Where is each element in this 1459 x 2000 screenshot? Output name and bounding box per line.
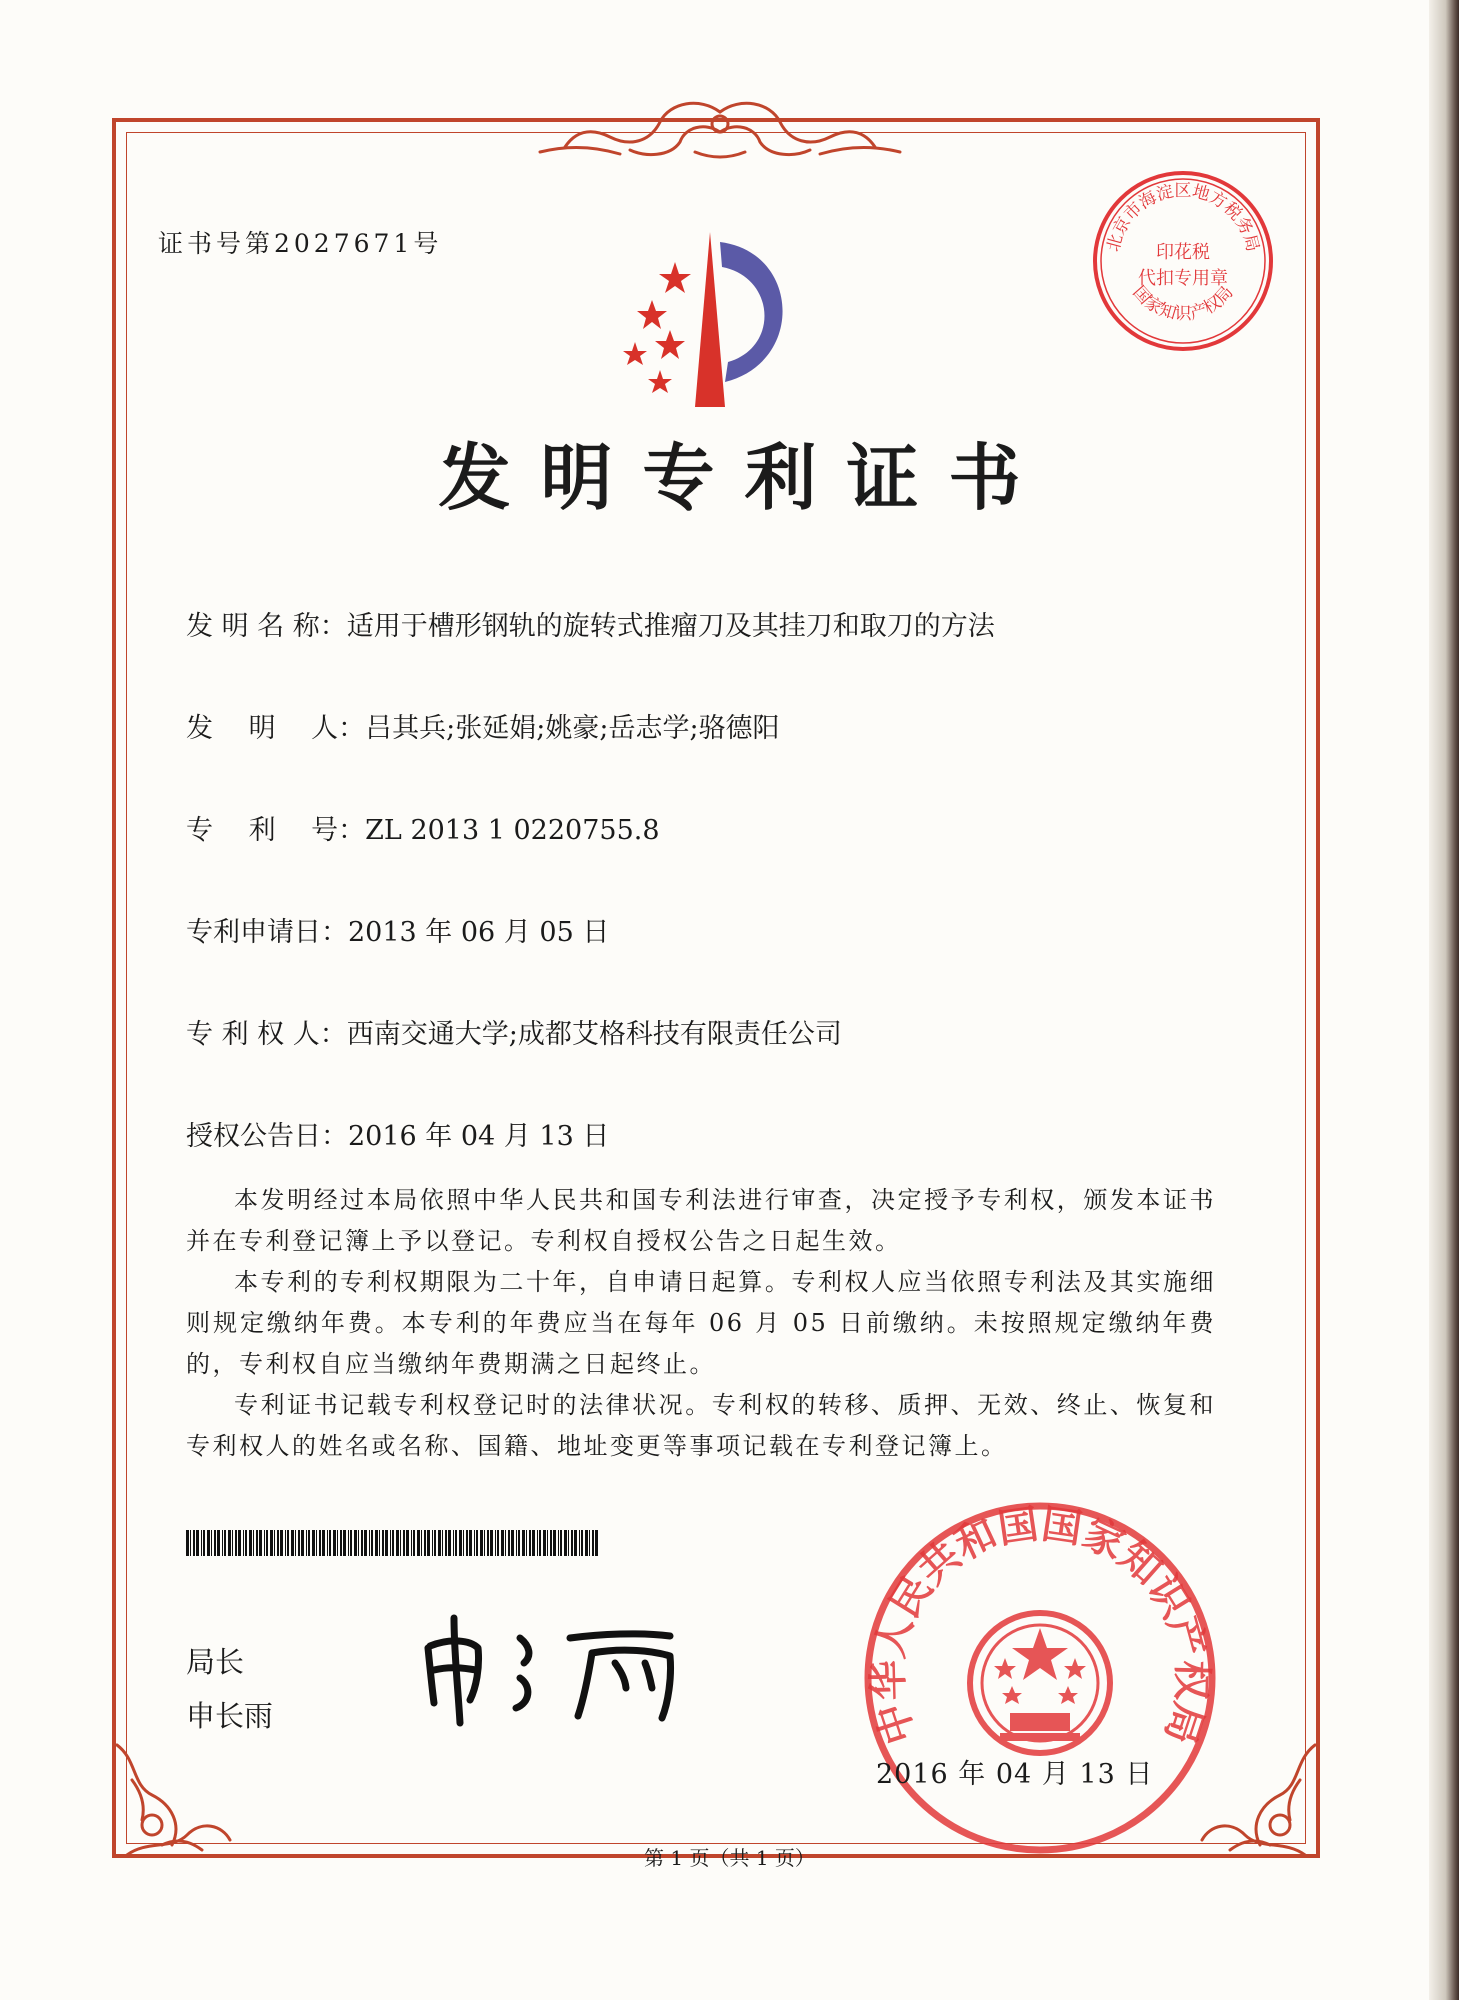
barcode-bar: [490, 1530, 493, 1556]
barcode-bar: [455, 1530, 457, 1556]
barcode-bar: [518, 1530, 520, 1556]
barcode-bar: [564, 1530, 567, 1556]
barcode-bar: [329, 1530, 331, 1556]
barcode-bar: [238, 1530, 241, 1556]
top-ornament: [520, 92, 920, 172]
barcode-bar: [466, 1530, 468, 1556]
barcode-bar: [196, 1530, 199, 1556]
barcode-bar: [274, 1530, 275, 1556]
field-label: 专利申请日：: [186, 917, 348, 948]
patent-office-logo-icon: [600, 222, 820, 412]
barcode-bar: [371, 1530, 373, 1556]
tax-stamp-line2: 代扣专用章: [1138, 268, 1228, 289]
barcode-bar: [438, 1530, 441, 1556]
barcode-bar: [224, 1530, 226, 1556]
barcode-bar: [560, 1530, 562, 1556]
barcode-bar: [400, 1530, 401, 1556]
barcode-bar: [306, 1530, 307, 1556]
barcode-bar: [253, 1530, 254, 1556]
barcode-bar: [574, 1530, 577, 1556]
barcode-bar: [469, 1530, 472, 1556]
field-patent-number: [186, 808, 660, 847]
barcode-bar: [448, 1530, 451, 1556]
barcode-bar: [343, 1530, 346, 1556]
barcode-bar: [516, 1530, 517, 1556]
barcode-bar: [495, 1530, 496, 1556]
barcode-bar: [413, 1530, 415, 1556]
barcode-bar: [585, 1530, 588, 1556]
barcode-bar: [581, 1530, 583, 1556]
director-title: 局长: [186, 1645, 245, 1679]
barcode-bar: [511, 1530, 514, 1556]
barcode-bar: [406, 1530, 409, 1556]
barcode-bar: [364, 1530, 367, 1556]
barcode-bar: [417, 1530, 420, 1556]
barcode-bar: [442, 1530, 443, 1556]
body-paragraph: 本专利的专利权期限为二十年，自申请日起算。专利权人应当依照专利法及其实施细则规定缴纳年费。本专利的年费应当在每年 06 月 05 日前缴纳。未按照规定缴纳年费的，专利权自应当缴纳年费期满之日起终止。: [186, 1268, 1216, 1378]
barcode-bar: [312, 1530, 315, 1556]
field-patentee: [186, 1012, 842, 1051]
barcode-bar: [308, 1530, 310, 1556]
barcode-bar: [211, 1530, 212, 1556]
barcode-bar: [295, 1530, 296, 1556]
certificate-number: 证书号第2027671号: [158, 229, 443, 258]
field-label: 授权公告日：: [186, 1121, 348, 1152]
barcode-bar: [432, 1530, 433, 1556]
barcode-bar: [532, 1530, 535, 1556]
barcode-bar: [256, 1530, 258, 1556]
barcode: [186, 1530, 601, 1556]
national-emblem-icon: [970, 1613, 1110, 1753]
barcode-bar: [547, 1530, 548, 1556]
barcode-bar: [595, 1530, 598, 1556]
tax-stamp: [1088, 166, 1278, 356]
barcode-bar: [358, 1530, 359, 1556]
barcode-bar: [285, 1530, 286, 1556]
barcode-bar: [463, 1530, 464, 1556]
field-invention-name: [186, 604, 995, 643]
barcode-bar: [550, 1530, 552, 1556]
barcode-bar: [434, 1530, 436, 1556]
field-value: ZL 2013 1 0220755.8: [365, 815, 660, 846]
barcode-bar: [579, 1530, 580, 1556]
barcode-bar: [474, 1530, 475, 1556]
barcode-bar: [487, 1530, 489, 1556]
barcode-bar: [497, 1530, 499, 1556]
page-title: 发明专利证书: [438, 436, 1051, 520]
field-label: 发 明 人：: [186, 713, 366, 744]
certificate-body: [186, 1180, 1216, 1467]
page-number: 第 1 页（共 1 页）: [644, 1846, 815, 1870]
barcode-bar: [369, 1530, 370, 1556]
barcode-bar: [264, 1530, 265, 1556]
barcode-bar: [424, 1530, 426, 1556]
barcode-bar: [245, 1530, 247, 1556]
barcode-bar: [322, 1530, 325, 1556]
barcode-bar: [287, 1530, 289, 1556]
barcode-bar: [333, 1530, 336, 1556]
barcode-bar: [327, 1530, 328, 1556]
barcode-bar: [396, 1530, 399, 1556]
barcode-bar: [526, 1530, 527, 1556]
field-value: 吕其兵;张延娟;姚豪;岳志学;骆德阳: [365, 713, 780, 744]
barcode-bar: [298, 1530, 300, 1556]
barcode-bar: [301, 1530, 304, 1556]
barcode-bar: [354, 1530, 357, 1556]
barcode-bar: [375, 1530, 378, 1556]
barcode-bar: [203, 1530, 205, 1556]
barcode-bar: [348, 1530, 349, 1556]
barcode-bar: [539, 1530, 541, 1556]
barcode-bar: [201, 1530, 202, 1556]
tax-stamp-bottom-text: 国家知识产权局: [1128, 282, 1238, 325]
barcode-bar: [522, 1530, 525, 1556]
issue-date: 2016 年 04 月 13 日: [876, 1759, 1154, 1790]
barcode-bar: [337, 1530, 338, 1556]
barcode-bar: [207, 1530, 210, 1556]
barcode-bar: [382, 1530, 384, 1556]
barcode-bar: [480, 1530, 483, 1556]
barcode-bar: [243, 1530, 244, 1556]
barcode-bar: [277, 1530, 279, 1556]
official-seal: [860, 1498, 1220, 1858]
barcode-bar: [543, 1530, 546, 1556]
barcode-bar: [316, 1530, 317, 1556]
body-paragraph: 专利证书记载专利权登记时的法律状况。专利权的转移、质押、无效、终止、恢复和专利权人的姓名或名称、国籍、地址变更等事项记载在专利登记簿上。: [186, 1391, 1216, 1460]
field-value: 2013 年 06 月 05 日: [348, 917, 610, 948]
barcode-bar: [403, 1530, 405, 1556]
barcode-bar: [390, 1530, 391, 1556]
barcode-bar: [214, 1530, 216, 1556]
barcode-bar: [508, 1530, 510, 1556]
barcode-bar: [568, 1530, 569, 1556]
field-value: 西南交通大学;成都艾格科技有限责任公司: [346, 1019, 842, 1050]
barcode-bar: [453, 1530, 454, 1556]
barcode-bar: [217, 1530, 220, 1556]
barcode-bar: [476, 1530, 478, 1556]
barcode-bar: [350, 1530, 352, 1556]
barcode-bar: [259, 1530, 262, 1556]
barcode-bar: [235, 1530, 237, 1556]
barcode-bar: [270, 1530, 273, 1556]
barcode-bar: [501, 1530, 504, 1556]
barcode-bar: [592, 1530, 594, 1556]
barcode-bar: [427, 1530, 430, 1556]
field-value: 适用于槽形钢轨的旋转式推瘤刀及其挂刀和取刀的方法: [346, 611, 995, 642]
body-paragraph: 本发明经过本局依照中华人民共和国专利法进行审查，决定授予专利权，颁发本证书并在专利登记簿上予以登记。专利权自授权公告之日起生效。: [186, 1186, 1216, 1255]
barcode-bar: [558, 1530, 559, 1556]
field-grant-date: [186, 1114, 609, 1153]
barcode-bar: [484, 1530, 485, 1556]
barcode-bar: [190, 1530, 191, 1556]
barcode-bar: [361, 1530, 363, 1556]
barcode-bar: [340, 1530, 342, 1556]
barcode-bar: [266, 1530, 268, 1556]
barcode-bar: [319, 1530, 321, 1556]
barcode-bar: [228, 1530, 231, 1556]
barcode-bar: [505, 1530, 506, 1556]
field-label: 专 利 权 人：: [186, 1019, 347, 1050]
barcode-bar: [379, 1530, 380, 1556]
tax-stamp-line1: 印花税: [1156, 242, 1210, 263]
barcode-bar: [589, 1530, 590, 1556]
barcode-bar: [392, 1530, 394, 1556]
official-seal-ring-text: 中华人民共和国国家知识产权局: [865, 1501, 1215, 1750]
barcode-bar: [232, 1530, 233, 1556]
barcode-bar: [222, 1530, 223, 1556]
field-application-date: [186, 910, 609, 949]
field-label: 发 明 名 称：: [186, 611, 347, 642]
barcode-bar: [553, 1530, 556, 1556]
barcode-bar: [459, 1530, 462, 1556]
tax-stamp-outer-text: 北京市海淀区地方税务局: [1103, 181, 1263, 254]
barcode-bar: [280, 1530, 283, 1556]
barcode-bar: [411, 1530, 412, 1556]
barcode-bar: [537, 1530, 538, 1556]
barcode-bar: [186, 1530, 189, 1556]
director-signature: [420, 1608, 720, 1728]
field-value: 2016 年 04 月 13 日: [348, 1121, 610, 1152]
barcode-bar: [529, 1530, 531, 1556]
field-label: 专 利 号：: [186, 815, 366, 846]
field-inventors: [186, 706, 780, 745]
barcode-bar: [193, 1530, 195, 1556]
barcode-bar: [421, 1530, 422, 1556]
barcode-bar: [571, 1530, 573, 1556]
barcode-bar: [291, 1530, 294, 1556]
director-name: 申长雨: [186, 1699, 274, 1733]
barcode-bar: [249, 1530, 252, 1556]
page-edge-shadow: [1429, 0, 1459, 2000]
barcode-bar: [385, 1530, 388, 1556]
barcode-bar: [445, 1530, 447, 1556]
